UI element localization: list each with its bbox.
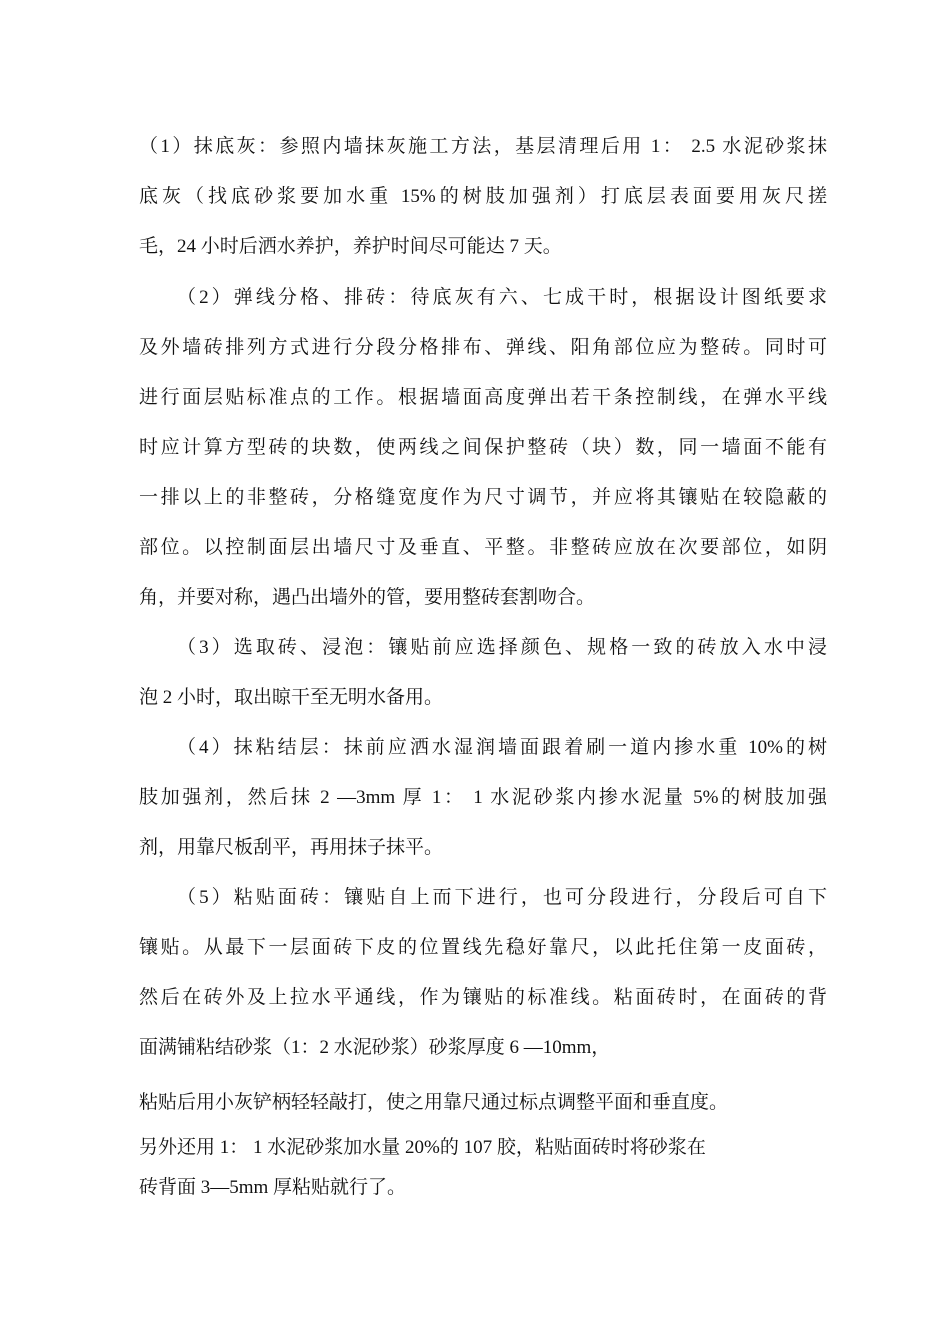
paragraph-3-line-1: （3）选取砖、浸泡：镶贴前应选择颜色、规格一致的砖放入水中浸 xyxy=(177,637,827,658)
paragraph-6-line-1: 粘贴后用小灰铲柄轻轻敲打，使之用靠尺通过标点调整平面和垂直度。 xyxy=(139,1092,729,1113)
paragraph-1-line-1: （1）抹底灰：参照内墙抹灰施工方法，基层清理后用 1： 2.5 水泥砂浆抹 xyxy=(139,136,827,157)
paragraph-2-line-7: 角，并要对称，遇凸出墙外的管，要用整砖套割吻合。 xyxy=(139,587,596,608)
paragraph-2-line-4: 时应计算方型砖的块数，使两线之间保护整砖（块）数，同一墙面不能有 xyxy=(139,437,827,458)
paragraph-1-line-3: 毛，24 小时后洒水养护，养护时间尽可能达 7 天。 xyxy=(139,236,562,257)
paragraph-6-line-3: 砖背面 3—5mm 厚粘贴就行了。 xyxy=(139,1177,407,1198)
paragraph-5-line-1: （5）粘贴面砖：镶贴自上而下进行，也可分段进行，分段后可自下 xyxy=(177,887,827,908)
paragraph-2-line-2: 及外墙砖排列方式进行分段分格排布、弹线、阳角部位应为整砖。同时可 xyxy=(139,337,827,358)
paragraph-6-line-2: 另外还用 1： 1 水泥砂浆加水量 20%的 107 胶，粘贴面砖时将砂浆在 xyxy=(139,1137,706,1158)
paragraph-4-line-3: 剂，用靠尺板刮平，再用抹子抹平。 xyxy=(139,837,444,858)
paragraph-2-line-3: 进行面层贴标准点的工作。根据墙面高度弹出若干条控制线，在弹水平线 xyxy=(139,387,827,408)
paragraph-5-line-3: 然后在砖外及上拉水平通线，作为镶贴的标准线。粘面砖时，在面砖的背 xyxy=(139,987,827,1008)
paragraph-5-line-4: 面满铺粘结砂浆（1：2 水泥砂浆）砂浆厚度 6 —10mm， xyxy=(139,1037,611,1058)
paragraph-4-line-2: 肢加强剂，然后抹 2 —3mm 厚 1： 1 水泥砂浆内掺水泥量 5%的树肢加强 xyxy=(139,787,827,808)
paragraph-2-line-1: （2）弹线分格、排砖：待底灰有六、七成干时，根据设计图纸要求 xyxy=(177,287,827,308)
paragraph-1-line-2: 底灰（找底砂浆要加水重 15%的树肢加强剂）打底层表面要用灰尺搓 xyxy=(139,186,827,207)
paragraph-2-line-6: 部位。以控制面层出墙尺寸及垂直、平整。非整砖应放在次要部位，如阴 xyxy=(139,537,827,558)
paragraph-3-line-2: 泡 2 小时，取出晾干至无明水备用。 xyxy=(139,687,444,708)
paragraph-5-line-2: 镶贴。从最下一层面砖下皮的位置线先稳好靠尺，以此托住第一皮面砖， xyxy=(139,937,827,958)
paragraph-4-line-1: （4）抹粘结层：抹前应洒水湿润墙面跟着刷一道内掺水重 10%的树 xyxy=(177,737,827,758)
paragraph-2-line-5: 一排以上的非整砖，分格缝宽度作为尺寸调节，并应将其镶贴在较隐蔽的 xyxy=(139,487,827,508)
